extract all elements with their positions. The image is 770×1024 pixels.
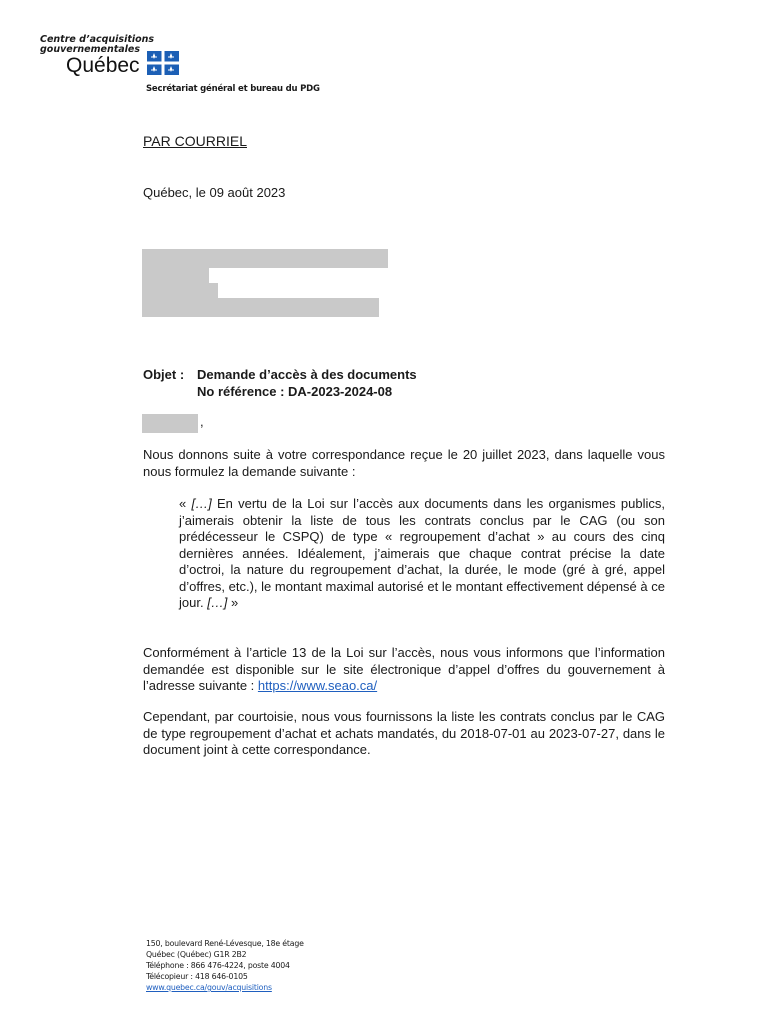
footer-address: [146, 938, 304, 993]
request-quote: [179, 496, 665, 612]
footer-line-2: Québec (Québec) G1R 2B2: [146, 950, 247, 959]
reference-number: No référence : DA-2023-2024-08: [197, 384, 393, 399]
letter-date: Québec, le 09 août 2023: [143, 185, 286, 200]
body-paragraph-3: Cependant, par courtoisie, nous vous fournissons la liste les contrats conclus par le CAG de type regroupement d’achat et achats mandatés, du 2018-07-01 au 2023-07-27, dans le document joint à cette correspondance.: [143, 709, 665, 757]
footer-website-link[interactable]: www.quebec.ca/gouv/acquisitions: [146, 983, 272, 992]
redacted-recipient-line1: [142, 249, 388, 268]
quote-body: En vertu de la Loi sur l’accès aux documents dans les organismes publics, j’aimerais obtenir la liste de tous les contrats conclus par le CAG (ou son prédécesseur le CSPQ) de type « regroupement d’achat » au cours des cinq dernières années. Idéalement, j’aimerais que chaque contrat précise la date d’octroi, la nature du regroupement d’achat, la durée, le mode (gré à gré, appel d’offres, etc.), le montant maximal autorisé et le montant effectivement dépensé à ce jour.: [179, 496, 665, 610]
quebec-wordmark: Québec: [66, 54, 140, 77]
redacted-salutation: [142, 414, 198, 433]
footer-line-4: Télécopieur : 418 646-0105: [146, 972, 248, 981]
body-paragraph-2: [143, 645, 665, 695]
footer-line-1: 150, boulevard René-Lévesque, 18e étage: [146, 939, 304, 948]
quebec-flag-icon: [147, 51, 179, 75]
paragraph-2-text: Conformément à l’article 13 de la Loi sur l’accès, nous vous informons que l’information demandée est disponible sur le site électronique d’appel d’offres du gouvernement à l’adresse suivante :: [143, 645, 665, 693]
body-paragraph-1: Nous donnons suite à votre correspondance reçue le 20 juillet 2023, dans laquelle vous nous formulez la demande suivante :: [143, 447, 665, 479]
redacted-recipient-line3: [142, 283, 218, 298]
subject-label: Objet :: [143, 367, 185, 382]
redacted-recipient-line2: [142, 268, 209, 283]
redacted-recipient-line4: [142, 298, 379, 317]
quote-ellipsis-end: […]: [207, 595, 228, 610]
salutation-comma: ,: [200, 414, 204, 429]
organization-name: [40, 35, 154, 55]
footer-line-3: Téléphone : 866 476-4224, poste 4004: [146, 961, 290, 970]
quote-open: «: [179, 496, 192, 511]
org-name-line2: gouvernementales: [40, 44, 141, 55]
org-name-line1: Centre d’acquisitions: [40, 34, 155, 45]
quote-close: »: [227, 595, 239, 610]
subject-text: Demande d’accès à des documents: [197, 367, 417, 382]
delivery-method: PAR COURRIEL: [143, 133, 247, 149]
quote-ellipsis-start: […]: [191, 496, 212, 511]
seao-link[interactable]: https://www.seao.ca/: [257, 678, 378, 693]
subject-line: [143, 366, 417, 383]
secretariat-label: Secrétariat général et bureau du PDG: [146, 84, 320, 94]
